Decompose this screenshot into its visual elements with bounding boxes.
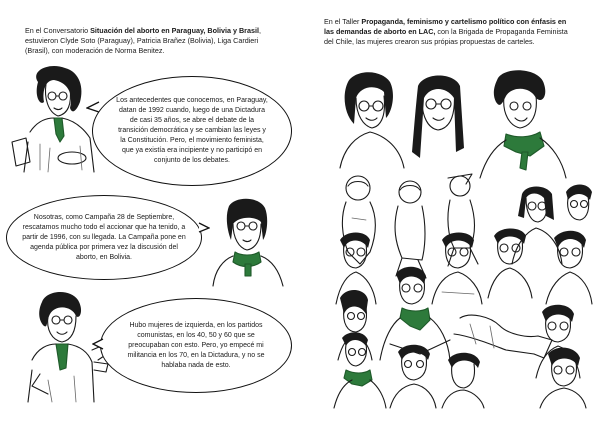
collage-face-12 bbox=[546, 231, 592, 304]
speaker-2-illustration bbox=[205, 196, 290, 288]
collage-face-10 bbox=[432, 233, 482, 305]
collage-face-20 bbox=[540, 348, 586, 408]
collage-figure-15 bbox=[454, 315, 552, 358]
quote-1-text: Los antecedentes que conocemos, en Paraguay, datan de 1992 cuando, luego de una Dictadura de casi 35 años, se abre el debate de la transición democrática y se cambian las leyes y la Constitución. Pero, el movimiento feminista, que ya existía era incipiente y no participó en conjunto de los debates. bbox=[116, 97, 268, 164]
quote-2-text: Nosotras, como Campaña 28 de Septiembre, rescatamos mucho todo el accionar que ha tenido, a partir de 1996, con su llegada. La Campaña pone en agenda pública por primera vez la discusión del aborto, en Bolivia. bbox=[22, 213, 186, 261]
collage-face-2 bbox=[412, 76, 464, 159]
collage-face-7 bbox=[512, 187, 562, 265]
left-intro-event: Situación del aborto en Paraguay, Bolivia y Brasil bbox=[90, 26, 259, 35]
speaker-1-illustration bbox=[10, 62, 105, 177]
right-page bbox=[300, 0, 600, 425]
collage-face-8 bbox=[566, 185, 592, 221]
right-intro-text: En el Taller Propaganda, feminismo y cartelismo político con énfasis en las demandas de aborto en LAC, con la Brigada de Propaganda Feminista del Chile, las mujeres crearon sus própias propuestas de carteles. bbox=[324, 17, 568, 46]
collage-figure-4 bbox=[342, 176, 375, 264]
speech-bubble-3 bbox=[100, 298, 292, 393]
collage-face-3 bbox=[480, 70, 566, 178]
quote-3-text: Hubo mujeres de izquierda, en los partidos comunistas, en los 40, 50 y 60 que se preocupaban con esto. Pero, yo empecé mi militancia en los 70, en la Dictadura, y no se hablaba nada de esto. bbox=[127, 321, 265, 369]
right-intro-event: Propaganda, feminismo y cartelismo político con énfasis en las demandas de aborto en LAC, bbox=[324, 17, 567, 36]
collage-face-11 bbox=[488, 229, 532, 299]
speech-bubble-3-tail bbox=[92, 338, 104, 350]
workshop-collage-illustration bbox=[330, 68, 592, 410]
collage-face-18 bbox=[390, 345, 436, 408]
collage-figure-6 bbox=[448, 174, 478, 266]
speech-bubble-1 bbox=[92, 76, 292, 186]
collage-face-17 bbox=[334, 332, 386, 408]
collage-face-1 bbox=[340, 72, 404, 168]
left-intro-text: En el Conversatorio Situación del aborto en Paraguay, Bolivia y Brasil, estuvieron Clyde Soto (Paraguay), Patricia Brañez (Bolivia), Liga Cardieri (Brasil), con moderación de Norma Benitez. bbox=[25, 26, 261, 55]
collage-face-19 bbox=[442, 353, 484, 408]
speech-bubble-2 bbox=[6, 195, 202, 280]
speech-bubble-1-tail bbox=[86, 100, 100, 114]
collage-figure-5 bbox=[395, 181, 426, 278]
